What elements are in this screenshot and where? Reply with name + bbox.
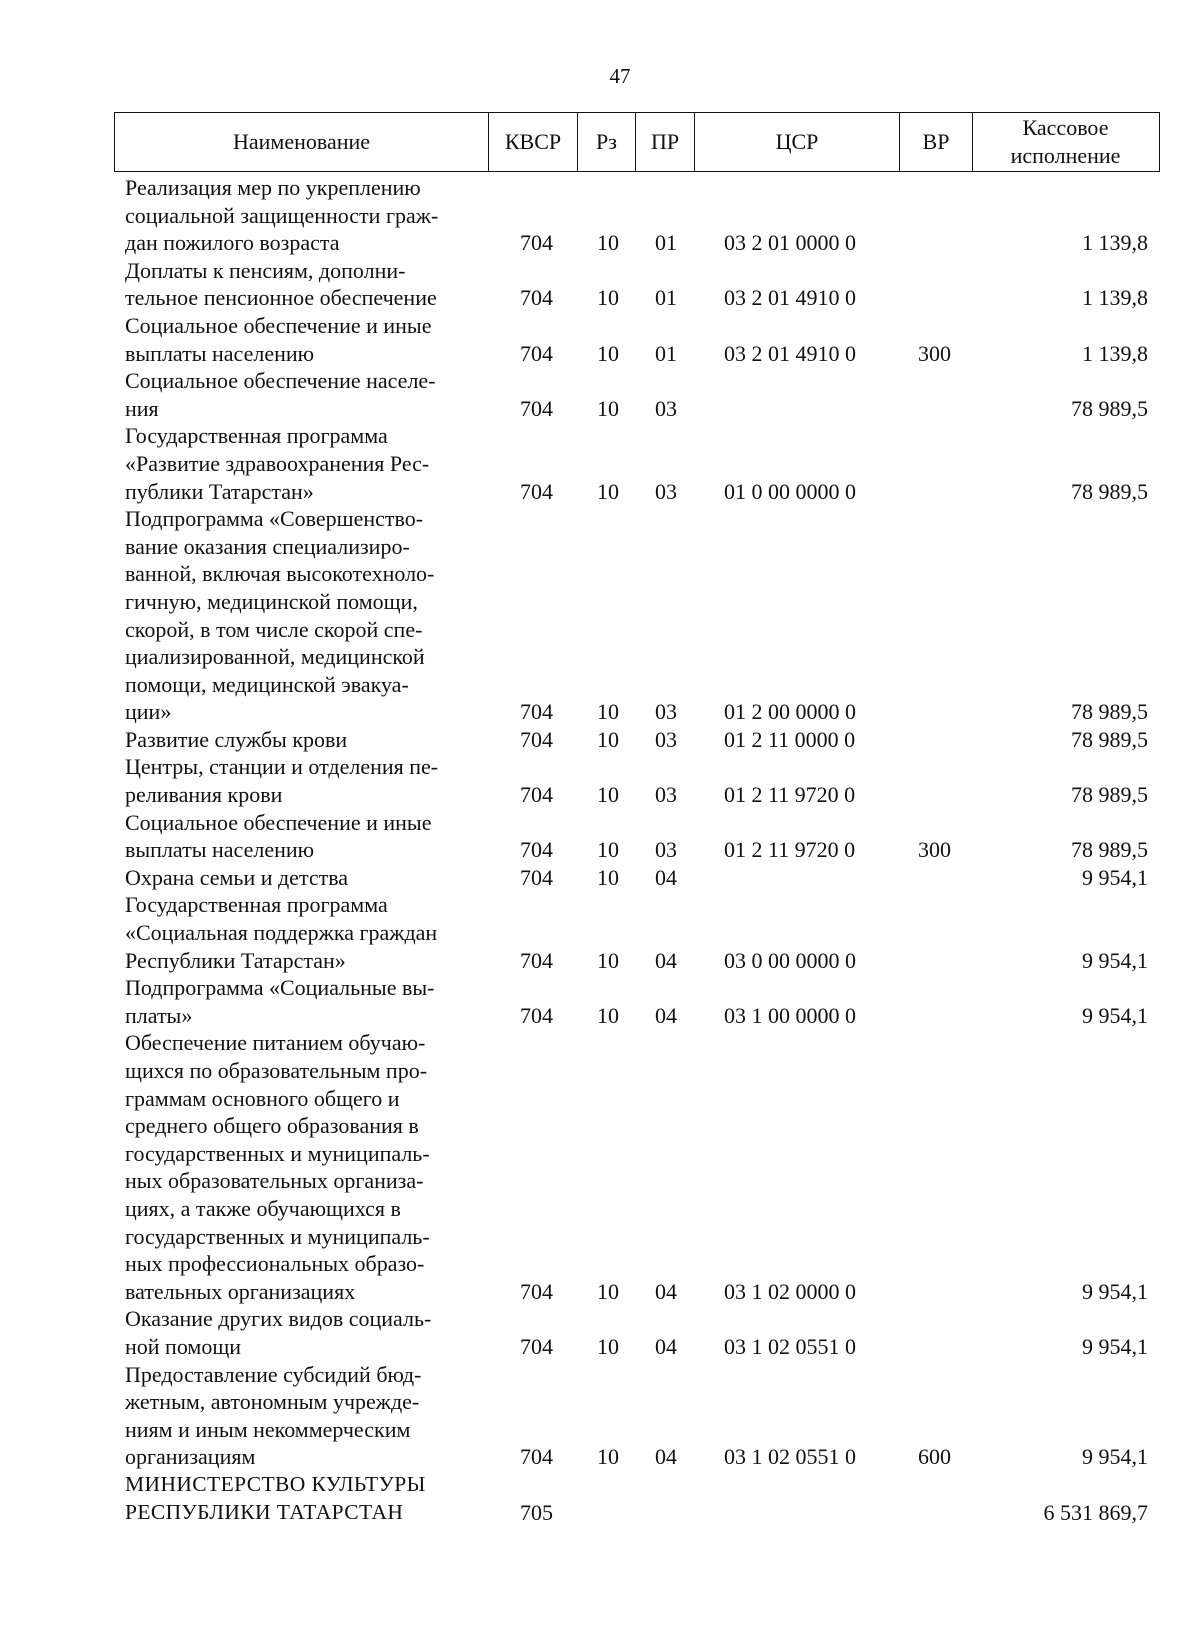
- row-pr: 04: [655, 1278, 677, 1304]
- row-kvsr: 704: [520, 1333, 553, 1359]
- table-row: [0, 974, 1200, 1029]
- table-row: [0, 1029, 1200, 1305]
- row-rz: 10: [597, 947, 619, 973]
- table-row: [0, 174, 1200, 257]
- row-csr: 03 0 00 0000 0: [724, 947, 856, 973]
- table-row: [0, 1305, 1200, 1360]
- row-amount: 78 989,5: [1071, 837, 1148, 863]
- row-amount: 9 954,1: [1082, 1002, 1148, 1028]
- row-pr: 03: [655, 837, 677, 863]
- row-kvsr: 704: [520, 726, 553, 752]
- row-pr: 03: [655, 478, 677, 504]
- table-row: [0, 809, 1200, 864]
- table-row: [0, 422, 1200, 505]
- row-name: Подпрограмма «Социальные вы- платы»: [125, 975, 435, 1028]
- row-amount: 78 989,5: [1071, 782, 1148, 808]
- row-vr: 300: [918, 340, 951, 366]
- row-kvsr: 705: [520, 1499, 553, 1525]
- row-rz: 10: [597, 1002, 619, 1028]
- row-rz: 10: [597, 478, 619, 504]
- row-name: Социальное обеспечение и иные выплаты населению: [125, 809, 432, 863]
- row-pr: 04: [655, 864, 677, 890]
- row-csr: 01 2 11 0000 0: [724, 726, 856, 752]
- row-rz: 10: [597, 726, 619, 752]
- row-kvsr: 704: [520, 230, 553, 256]
- row-kvsr: 704: [520, 478, 553, 504]
- row-rz: 10: [597, 837, 619, 863]
- row-rz: 10: [597, 395, 619, 421]
- row-kvsr: 704: [520, 837, 553, 863]
- table-row: [0, 726, 1200, 754]
- table-row: [0, 891, 1200, 974]
- row-csr: 03 2 01 4910 0: [724, 285, 856, 311]
- row-amount: 78 989,5: [1071, 478, 1148, 504]
- row-name: Реализация мер по укреплению социальной защищенности граж- дан пожилого возраста: [125, 175, 439, 256]
- row-name: Обеспечение питанием обучаю- щихся по образовательным про- граммам основного общего и среднего общего образования в государственных и муниципаль- ных образовательных организа- циях, а также обучающихся в государственных и муниципаль- ных профессиональных образо- вательных организациях: [125, 1030, 430, 1304]
- row-name: Подпрограмма «Совершенство- вание оказания специализиро- ванной, включая высокотехноло- гичную, медицинской помощи, скорой, в том числе скорой спе- циализированной, медицинской помощи, медицинской эвакуа- ции»: [125, 506, 435, 725]
- row-vr: 600: [918, 1444, 951, 1470]
- row-pr: 04: [655, 1444, 677, 1470]
- row-name: Центры, станции и отделения пе- реливания крови: [125, 754, 439, 808]
- row-amount: 6 531 869,7: [1043, 1499, 1148, 1525]
- row-amount: 1 139,8: [1082, 230, 1148, 256]
- row-amount: 9 954,1: [1082, 1278, 1148, 1304]
- row-amount: 78 989,5: [1071, 395, 1148, 421]
- table-header: [114, 112, 1160, 172]
- row-amount: 9 954,1: [1082, 1333, 1148, 1359]
- table-row: [0, 753, 1200, 808]
- table-row: [0, 257, 1200, 312]
- header-rz: Рз: [577, 113, 635, 171]
- row-csr: 03 2 01 0000 0: [724, 230, 856, 256]
- row-rz: 10: [597, 1333, 619, 1359]
- row-kvsr: 704: [520, 395, 553, 421]
- row-rz: 10: [597, 864, 619, 890]
- row-rz: 10: [597, 1278, 619, 1304]
- row-kvsr: 704: [520, 1002, 553, 1028]
- row-csr: 03 1 00 0000 0: [724, 1002, 856, 1028]
- row-pr: 01: [655, 285, 677, 311]
- table-row: [0, 864, 1200, 892]
- row-amount: 1 139,8: [1082, 285, 1148, 311]
- header-csr: ЦСР: [694, 113, 899, 171]
- row-csr: 01 2 11 9720 0: [724, 782, 856, 808]
- row-csr: 03 1 02 0551 0: [724, 1444, 856, 1470]
- header-pr: ПР: [635, 113, 694, 171]
- row-name: МИНИСТЕРСТВО КУЛЬТУРЫ РЕСПУБЛИКИ ТАТАРСТАН: [125, 1471, 426, 1524]
- table-body: [0, 174, 1200, 1526]
- row-kvsr: 704: [520, 782, 553, 808]
- page-number: 47: [609, 64, 631, 88]
- row-kvsr: 704: [520, 864, 553, 890]
- row-kvsr: 704: [520, 699, 553, 725]
- row-pr: 03: [655, 726, 677, 752]
- header-vr: ВР: [899, 113, 972, 171]
- header-kvsr: КВСР: [488, 113, 577, 171]
- row-pr: 04: [655, 1002, 677, 1028]
- row-rz: 10: [597, 230, 619, 256]
- row-pr: 01: [655, 340, 677, 366]
- row-kvsr: 704: [520, 1444, 553, 1470]
- row-name: Государственная программа «Социальная поддержка граждан Республики Татарстан»: [125, 892, 438, 973]
- row-amount: 1 139,8: [1082, 340, 1148, 366]
- row-pr: 04: [655, 1333, 677, 1359]
- row-pr: 01: [655, 230, 677, 256]
- row-csr: 01 2 00 0000 0: [724, 699, 856, 725]
- row-kvsr: 704: [520, 1278, 553, 1304]
- table-row: [0, 505, 1200, 726]
- row-rz: 10: [597, 285, 619, 311]
- row-kvsr: 704: [520, 947, 553, 973]
- row-name: Развитие службы крови: [125, 726, 348, 752]
- row-csr: 03 1 02 0000 0: [724, 1278, 856, 1304]
- row-csr: 01 0 00 0000 0: [724, 478, 856, 504]
- header-amount: Кассовое исполнение: [972, 113, 1158, 171]
- row-vr: 300: [918, 837, 951, 863]
- row-amount: 9 954,1: [1082, 864, 1148, 890]
- row-name: Доплаты к пенсиям, дополни- тельное пенсионное обеспечение: [125, 257, 437, 311]
- row-pr: 04: [655, 947, 677, 973]
- row-kvsr: 704: [520, 340, 553, 366]
- row-rz: 10: [597, 782, 619, 808]
- row-rz: 10: [597, 1444, 619, 1470]
- row-amount: 9 954,1: [1082, 1444, 1148, 1470]
- row-amount: 78 989,5: [1071, 699, 1148, 725]
- row-pr: 03: [655, 782, 677, 808]
- row-kvsr: 704: [520, 285, 553, 311]
- row-csr: 03 2 01 4910 0: [724, 340, 856, 366]
- row-name: Охрана семьи и детства: [125, 864, 349, 890]
- row-pr: 03: [655, 699, 677, 725]
- table-row: [0, 312, 1200, 367]
- row-rz: 10: [597, 699, 619, 725]
- row-name: Социальное обеспечение и иные выплаты населению: [125, 312, 432, 366]
- row-name: Социальное обеспечение населе- ния: [125, 368, 436, 421]
- row-name: Предоставление субсидий бюд- жетным, автономным учрежде- ниям и иным некоммерческим организациям: [125, 1361, 422, 1470]
- row-amount: 9 954,1: [1082, 947, 1148, 973]
- row-csr: 01 2 11 9720 0: [724, 837, 856, 863]
- row-csr: 03 1 02 0551 0: [724, 1333, 856, 1359]
- table-row: [0, 1361, 1200, 1471]
- row-pr: 03: [655, 395, 677, 421]
- row-name: Государственная программа «Развитие здравоохранения Рес- публики Татарстан»: [125, 423, 430, 504]
- table-row: [0, 1471, 1200, 1526]
- row-amount: 78 989,5: [1071, 726, 1148, 752]
- row-rz: 10: [597, 340, 619, 366]
- table-row: [0, 367, 1200, 422]
- header-name: Наименование: [232, 129, 371, 154]
- row-name: Оказание других видов социаль- ной помощи: [125, 1306, 432, 1359]
